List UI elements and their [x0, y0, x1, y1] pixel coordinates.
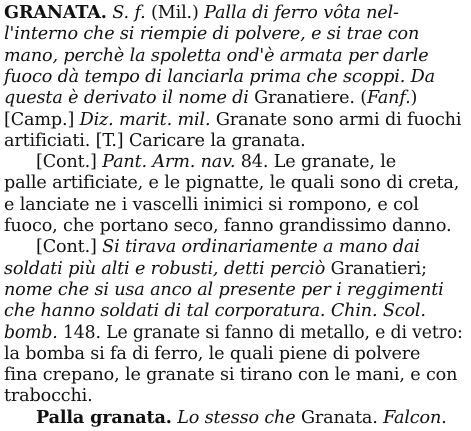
text-segment: la bomba si fa di ferro, le quali piene di polvere — [4, 343, 421, 364]
text-segment: Pant. Arm. nav. — [102, 152, 236, 173]
text-segment: S. f. — [112, 3, 146, 23]
text-segment: bomb. — [4, 322, 58, 343]
text-segment: Granata. — [295, 407, 384, 428]
text-segment: ) — [410, 88, 418, 109]
entry-line — [4, 130, 466, 152]
text-segment: [Cont.] — [36, 237, 103, 258]
text-segment: Granatiere. ( — [248, 88, 367, 109]
text-segment: che hanno soldati di tal corporatura. — [4, 301, 326, 322]
subentry-headword: Palla granata. — [36, 406, 172, 428]
entry-line — [36, 151, 466, 173]
text-segment: [Camp.] — [4, 109, 80, 130]
entry-line — [4, 300, 466, 322]
text-segment: l'interno che si riempie di polvere, e si trae con — [4, 24, 420, 45]
text-segment: Falcon. — [383, 407, 447, 428]
entry-line — [4, 364, 466, 386]
text-segment: Lo stesso che — [177, 407, 296, 428]
entry-line — [4, 45, 466, 67]
text-segment: Si tirava ordinariamente a mano dai — [102, 237, 420, 258]
text-segment: Fanf. — [366, 88, 411, 109]
text-segment: mano, perchè la spoletta ond'è armata per darle — [4, 45, 429, 66]
text-segment: artificiati. [T.] Caricare la granata. — [4, 130, 306, 151]
entry-line — [4, 109, 466, 131]
entry-line — [4, 172, 466, 194]
entry-line — [4, 279, 466, 301]
text-segment: palle artificiate, e le pignatte, le quali sono di creta, — [4, 173, 460, 194]
entry-line — [4, 322, 466, 344]
text-segment: Granate sono armi di fuochi — [210, 109, 462, 130]
entry-line — [36, 407, 466, 429]
text-segment: Chin. Scol. — [330, 301, 426, 322]
text-segment: Diz. marit. mil. — [79, 109, 211, 130]
text-segment: soldati più alti e robusti, detti perciò — [4, 258, 326, 279]
text-segment: 148. Le granate si fanno di metallo, e di vetro: — [57, 322, 463, 343]
text-segment: fuoco, che portano seco, fanno grandissimo danno. — [4, 216, 452, 236]
entry-line — [4, 194, 466, 216]
entry-line — [4, 258, 466, 280]
entry-line — [4, 23, 466, 45]
text-segment: trabocchi. — [4, 386, 93, 407]
text-segment: e lanciate ne i vascelli inimici si rompono, e col — [4, 194, 419, 215]
text-segment: Palla di ferro vôta nel- — [204, 3, 399, 23]
text-segment: Granatieri; — [325, 258, 427, 279]
entry-line — [4, 385, 466, 407]
entry-line — [4, 215, 466, 237]
text-segment: nome che si usa anco al presente per i reggimenti — [4, 279, 444, 300]
text-segment: (Mil.) — [145, 3, 205, 23]
entry-line — [4, 343, 466, 365]
text-segment: fuoco dà tempo di lanciarla prima che scoppi. Da — [4, 66, 435, 87]
text-segment: questa è derivato il nome di — [4, 88, 249, 109]
text-segment: [Cont.] — [36, 152, 103, 173]
text-segment: 84. Le granate, le — [235, 152, 396, 173]
entry-line — [4, 2, 466, 24]
headword: GRANATA. — [4, 2, 107, 23]
entry-line — [4, 87, 466, 109]
entry-line — [36, 236, 466, 258]
text-segment: fina crepano, le granate si tirano con le mani, e con — [4, 365, 458, 386]
entry-line — [4, 66, 466, 88]
